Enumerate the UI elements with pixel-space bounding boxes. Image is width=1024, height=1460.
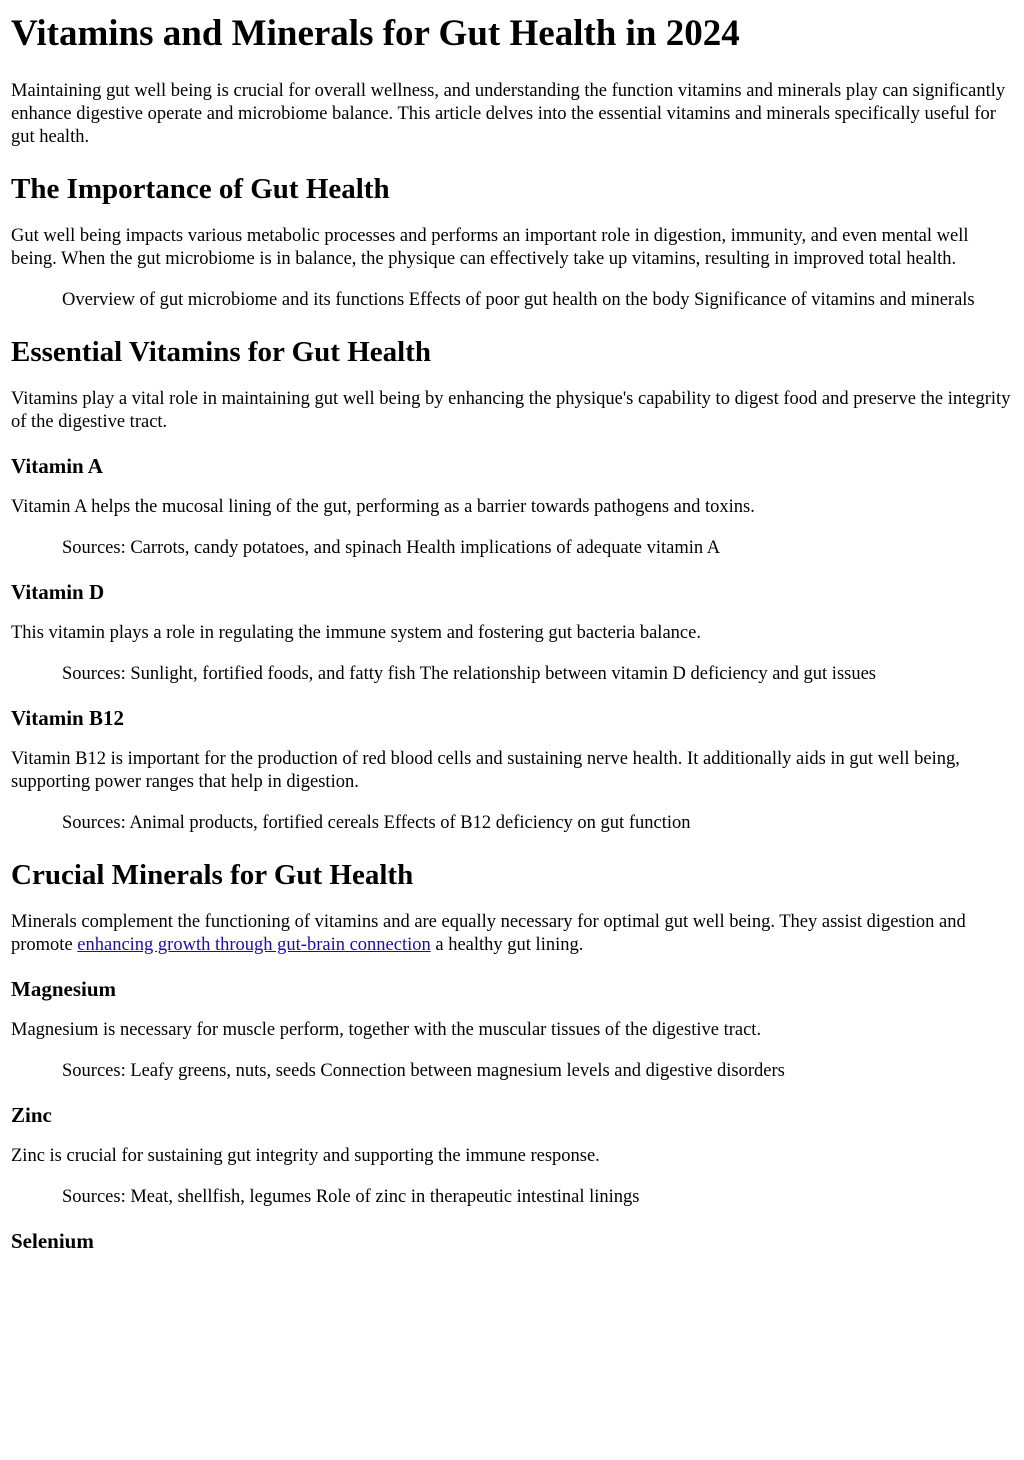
vitamin-b12-paragraph: Vitamin B12 is important for the production of red blood cells and sustaining nerve health. It additionally aids in gut well being, supporting power ranges that help in digestion. xyxy=(11,749,960,792)
section-heading-vitamins: Essential Vitamins for Gut Health xyxy=(11,336,431,368)
subheading-vitamin-d: Vitamin D xyxy=(11,580,105,604)
subheading-vitamin-b12: Vitamin B12 xyxy=(11,706,124,730)
minerals-paragraph xyxy=(11,911,1014,957)
page-title: Vitamins and Minerals for Gut Health in 2024 xyxy=(11,13,740,54)
vitamin-a-paragraph: Vitamin A helps the mucosal lining of the gut, performing as a barrier towards pathogens and toxins. xyxy=(11,497,755,517)
importance-paragraph: Gut well being impacts various metabolic processes and performs an important role in digestion, immunity, and even mental well being. When the gut microbiome is in balance, the physique can effectively take up vitamins, resulting in improved total health. xyxy=(11,226,969,269)
magnesium-paragraph: Magnesium is necessary for muscle perform, together with the muscular tissues of the digestive tract. xyxy=(11,1020,762,1040)
zinc-quote: Sources: Meat, shellfish, legumes Role of zinc in therapeutic intestinal linings xyxy=(62,1187,640,1207)
zinc-paragraph: Zinc is crucial for sustaining gut integrity and supporting the immune response. xyxy=(11,1146,600,1166)
minerals-text-before-link: Minerals complement the functioning of vitamins and are equally necessary for optimal gut well being. They assist digestion and promote xyxy=(11,912,966,955)
minerals-text-after-link: a healthy gut lining. xyxy=(430,935,584,955)
importance-quote: Overview of gut microbiome and its functions Effects of poor gut health on the body Significance of vitamins and minerals xyxy=(62,290,975,310)
vitamin-d-quote: Sources: Sunlight, fortified foods, and fatty fish The relationship between vitamin D deficiency and gut issues xyxy=(62,664,876,684)
subheading-magnesium: Magnesium xyxy=(11,977,116,1001)
magnesium-quote: Sources: Leafy greens, nuts, seeds Connection between magnesium levels and digestive disorders xyxy=(62,1061,785,1081)
subheading-selenium: Selenium xyxy=(11,1229,94,1253)
gut-brain-connection-link[interactable]: enhancing growth through gut-brain connection xyxy=(77,935,431,955)
vitamin-a-quote: Sources: Carrots, candy potatoes, and spinach Health implications of adequate vitamin A xyxy=(62,538,721,558)
section-heading-importance: The Importance of Gut Health xyxy=(11,173,390,205)
subheading-zinc: Zinc xyxy=(11,1103,52,1127)
vitamin-d-paragraph: This vitamin plays a role in regulating the immune system and fostering gut bacteria balance. xyxy=(11,623,701,643)
article xyxy=(0,14,1024,1253)
vitamins-paragraph: Vitamins play a vital role in maintaining gut well being by enhancing the physique's capability to digest food and preserve the integrity of the digestive tract. xyxy=(11,389,1011,432)
intro-paragraph: Maintaining gut well being is crucial for overall wellness, and understanding the function vitamins and minerals play can significantly enhance digestive operate and microbiome balance. This article delves into the essential vitamins and minerals specifically useful for gut health. xyxy=(11,81,1006,147)
section-heading-minerals: Crucial Minerals for Gut Health xyxy=(11,859,414,891)
subheading-vitamin-a: Vitamin A xyxy=(11,454,103,478)
vitamin-b12-quote: Sources: Animal products, fortified cereals Effects of B12 deficiency on gut function xyxy=(62,813,691,833)
